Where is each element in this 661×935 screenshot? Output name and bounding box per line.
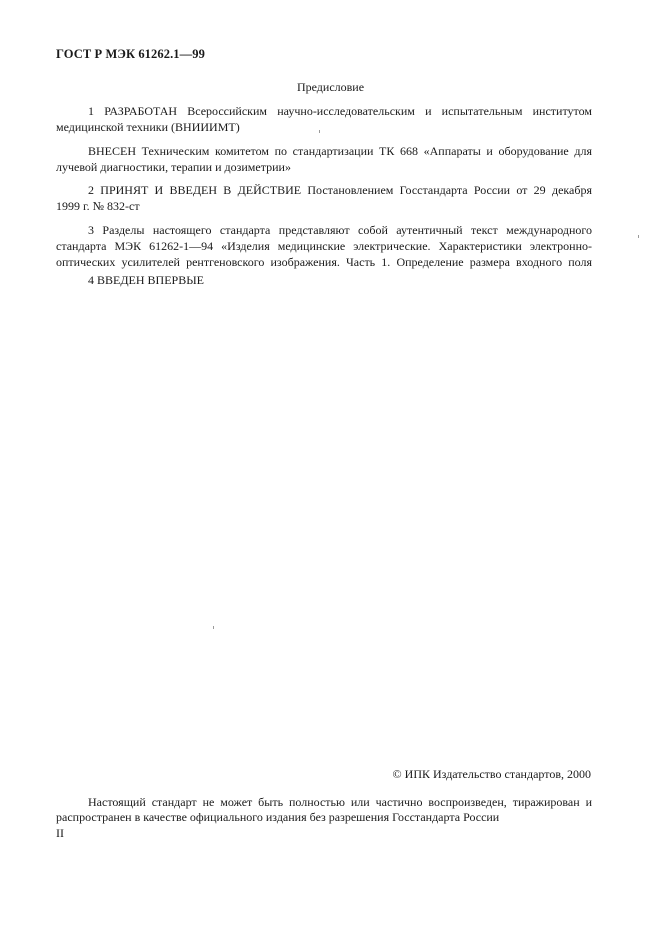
page-number: II (56, 826, 64, 840)
paragraph-line: 1 РАЗРАБОТАН Всероссийским научно-исследовательским и испытательным институтом (88, 104, 592, 118)
scan-speck (213, 626, 214, 629)
paragraph-line: 1999 г. № 832-ст (56, 199, 140, 213)
paragraph-line: 4 ВВЕДЕН ВПЕРВЫЕ (88, 273, 204, 287)
paragraph-line: ВНЕСЕН Техническим комитетом по стандартизации ТК 668 «Аппараты и оборудование для (88, 144, 592, 158)
notice-line: Настоящий стандарт не может быть полностью или частично воспроизведен, тиражирован и (88, 795, 592, 809)
paragraph-line: лучевой диагностики, терапии и дозиметрии» (56, 160, 291, 174)
preface-title: Предисловие (296, 80, 365, 94)
scan-speck (638, 235, 639, 238)
paragraph-line: стандарта МЭК 61262-1—94 «Изделия медицинские электрические. Характеристики электронно- (56, 239, 592, 253)
paragraph-introduced-by (56, 143, 592, 175)
copyright-line: © ИПК Издательство стандартов, 2000 (392, 767, 591, 781)
paragraph-line: 2 ПРИНЯТ И ВВЕДЕН В ДЕЙСТВИЕ Постановлением Госстандарта России от 29 декабря (88, 183, 592, 197)
paragraph-authentic-text (56, 222, 592, 270)
paragraph-line: оптических усилителей рентгеновского изображения. Часть 1. Определение размера входного поля (56, 255, 592, 269)
paragraph-first-introduced (56, 272, 592, 288)
reproduction-notice (56, 795, 592, 825)
standard-code-header: ГОСТ Р МЭК 61262.1—99 (56, 47, 205, 61)
notice-line: распространен в качестве официального издания без разрешения Госстандарта России (56, 810, 500, 824)
paragraph-line: 3 Разделы настоящего стандарта представляют собой аутентичный текст международного (88, 223, 592, 237)
paragraph-developed-by (56, 103, 592, 135)
scan-speck (319, 130, 320, 133)
paragraph-adopted (56, 182, 592, 214)
paragraph-line: медицинской техники (ВНИИИМТ) (56, 120, 240, 134)
